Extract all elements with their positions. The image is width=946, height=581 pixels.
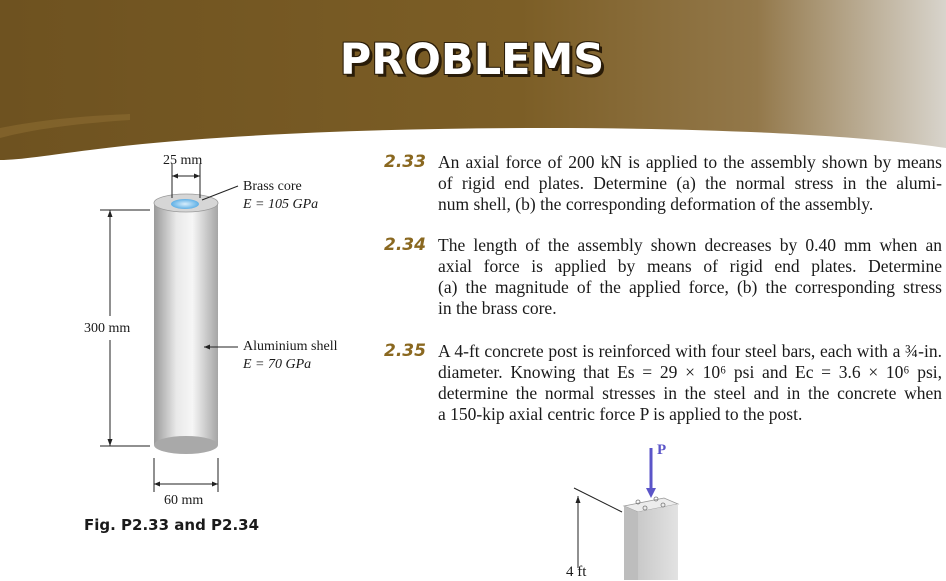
figure-p2-33	[0, 140, 380, 580]
brass-modulus-label: E = 105 GPa	[243, 197, 319, 212]
shell-modulus-label: E = 70 GPa	[243, 357, 312, 372]
problem-number: 2.35	[384, 341, 426, 361]
text-line: A 4-ft concrete post is reinforced with four steel bars, each with a ¾-in.	[438, 341, 942, 361]
post-front	[638, 504, 678, 580]
dim-top-label: 25 mm	[163, 153, 203, 168]
problem-text	[438, 235, 942, 319]
chapter-header	[0, 0, 946, 160]
text-line: num shell, (b) the corresponding deformation of the assembly.	[438, 194, 874, 214]
problem-number: 2.34	[384, 235, 426, 255]
text-line: diameter. Knowing that Es = 29 × 10⁶ psi and Ec = 3.6 × 10⁶ psi,	[438, 362, 942, 382]
force-arrowhead	[646, 488, 656, 498]
problem-2-34	[384, 235, 944, 321]
post-side	[624, 506, 638, 580]
problem-text	[438, 341, 942, 425]
text-line: of rigid end plates. Determine (a) the normal stress in the alumi-	[438, 173, 942, 193]
brass-core-label: Brass core	[243, 179, 302, 194]
figure-caption: Fig. P2.33 and P2.34	[84, 516, 260, 534]
cylinder-diagram	[0, 140, 380, 580]
aluminium-shell	[154, 203, 218, 445]
text-line: determine the normal stresses in the steel and in the concrete when	[438, 383, 942, 403]
height-dim-label: 300 mm	[84, 321, 131, 336]
force-label: P	[657, 442, 667, 458]
problem-number: 2.33	[384, 152, 426, 172]
text-line: An axial force of 200 kN is applied to the assembly shown by means	[438, 152, 942, 172]
post-diagram	[540, 440, 740, 580]
text-line: (a) the magnitude of the applied force, (b) the corresponding stress	[438, 277, 942, 297]
concrete-post-figure	[540, 440, 740, 580]
text-line: The length of the assembly shown decreases by 0.40 mm when an	[438, 235, 942, 255]
text-line: in the brass core.	[438, 298, 557, 318]
problem-2-35	[384, 341, 944, 427]
text-line: a 150-kip axial centric force P is applied to the post.	[438, 404, 803, 424]
length-label: 4 ft	[566, 564, 587, 580]
page-title: PROBLEMS	[339, 35, 605, 85]
brass-core	[171, 199, 199, 209]
problem-text	[438, 152, 942, 215]
problem-2-33	[384, 152, 944, 218]
shell-label: Aluminium shell	[243, 339, 338, 354]
dim-bottom-label: 60 mm	[164, 493, 204, 508]
text-line: axial force is applied by means of rigid end plates. Determine	[438, 256, 942, 276]
